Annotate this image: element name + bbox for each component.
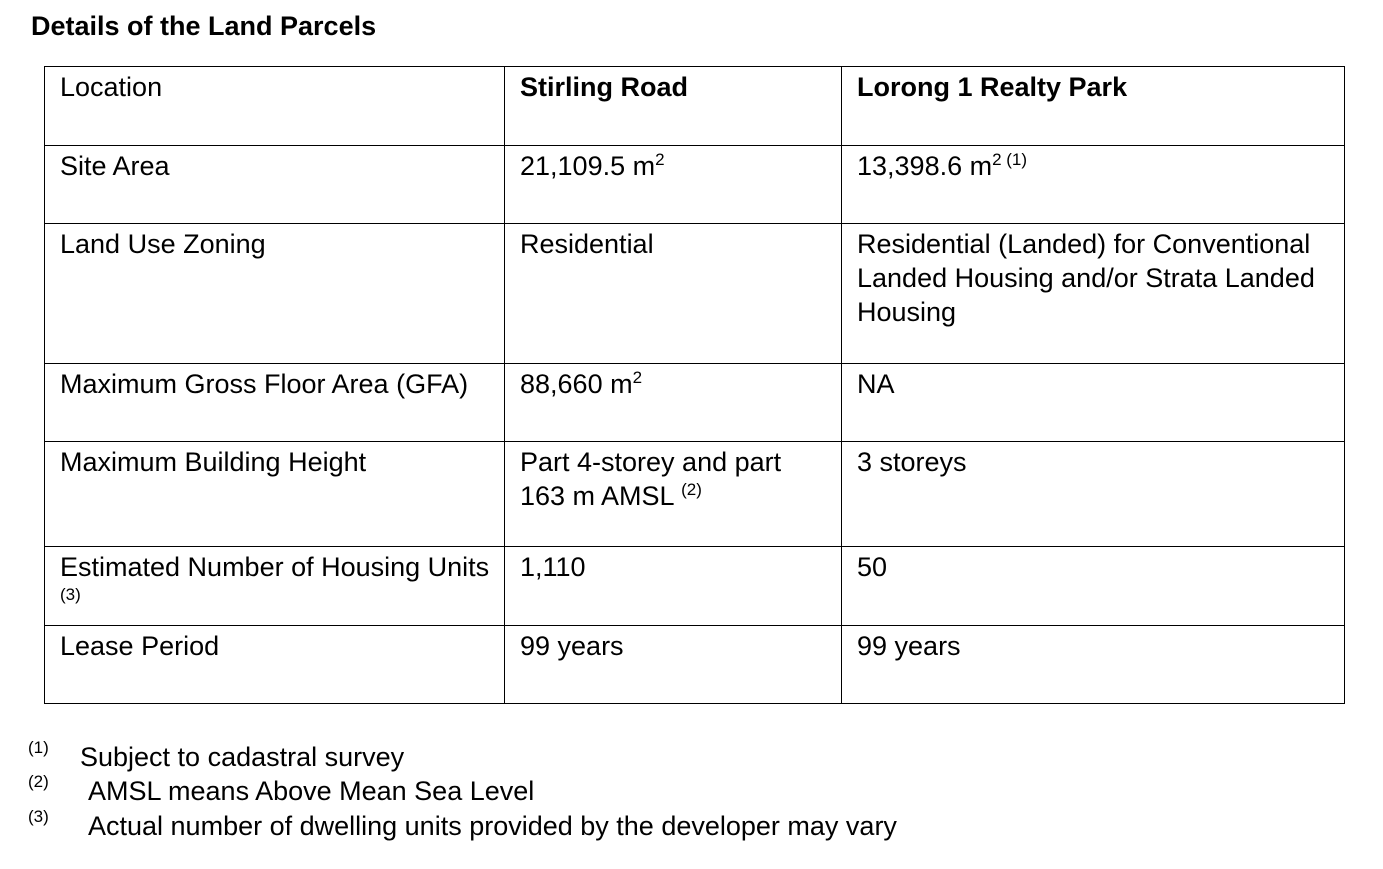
table-row-max-gfa	[45, 364, 1345, 442]
row-label: Land Use Zoning	[45, 224, 505, 364]
row-label: Maximum Gross Floor Area (GFA)	[45, 364, 505, 442]
cell-stirling-road	[505, 146, 842, 224]
superscript: (2)	[681, 480, 702, 499]
cell-stirling-road	[505, 364, 842, 442]
table-row-land-use-zoning	[45, 224, 1345, 364]
header-location: Location	[45, 67, 505, 146]
table-row-housing-units	[45, 547, 1345, 626]
row-label	[45, 547, 505, 626]
superscript: 2	[632, 368, 643, 387]
cell-value: Part 4-storey and part 163 m AMSL	[520, 447, 782, 511]
header-lorong-1-realty-park: Lorong 1 Realty Park	[842, 67, 1345, 146]
cell-lorong-1: NA	[842, 364, 1345, 442]
land-parcels-table	[44, 66, 1345, 704]
cell-stirling-road: 99 years	[505, 626, 842, 704]
footnote-mark: (2)	[28, 772, 49, 791]
row-label: Lease Period	[45, 626, 505, 704]
cell-lorong-1	[842, 146, 1345, 224]
superscript: 2	[655, 150, 665, 169]
superscript: 2 (1)	[992, 150, 1028, 169]
cell-stirling-road: 1,110	[505, 547, 842, 626]
footnote-mark: (1)	[28, 738, 49, 757]
cell-stirling-road: Residential	[505, 224, 842, 364]
row-label: Maximum Building Height	[45, 442, 505, 547]
header-stirling-road: Stirling Road	[505, 67, 842, 146]
cell-lorong-1: 50	[842, 547, 1345, 626]
table-row-site-area	[45, 146, 1345, 224]
table-header-row	[45, 67, 1345, 146]
footnote-text: Subject to cadastral survey	[80, 742, 405, 772]
cell-stirling-road	[505, 442, 842, 547]
cell-value: 13,398.6 m	[857, 151, 993, 181]
table-row-lease-period	[45, 626, 1345, 704]
cell-lorong-1: 3 storeys	[842, 442, 1345, 547]
cell-lorong-1: Residential (Landed) for Conventional Landed Housing and/or Strata Landed Housing	[842, 224, 1345, 364]
row-label-text: Estimated Number of Housing Units	[60, 552, 490, 582]
cell-value: 88,660 m	[520, 369, 633, 399]
cell-lorong-1: 99 years	[842, 626, 1345, 704]
table-row-max-building-height	[45, 442, 1345, 547]
cell-value: 21,109.5 m	[520, 151, 656, 181]
superscript: (3)	[60, 585, 81, 604]
row-label: Site Area	[45, 146, 505, 224]
page-title: Details of the Land Parcels	[31, 11, 377, 41]
footnote-mark: (3)	[28, 807, 49, 826]
footnote-text: Actual number of dwelling units provided by the developer may vary	[88, 811, 897, 841]
footnote-text: AMSL means Above Mean Sea Level	[88, 776, 535, 806]
